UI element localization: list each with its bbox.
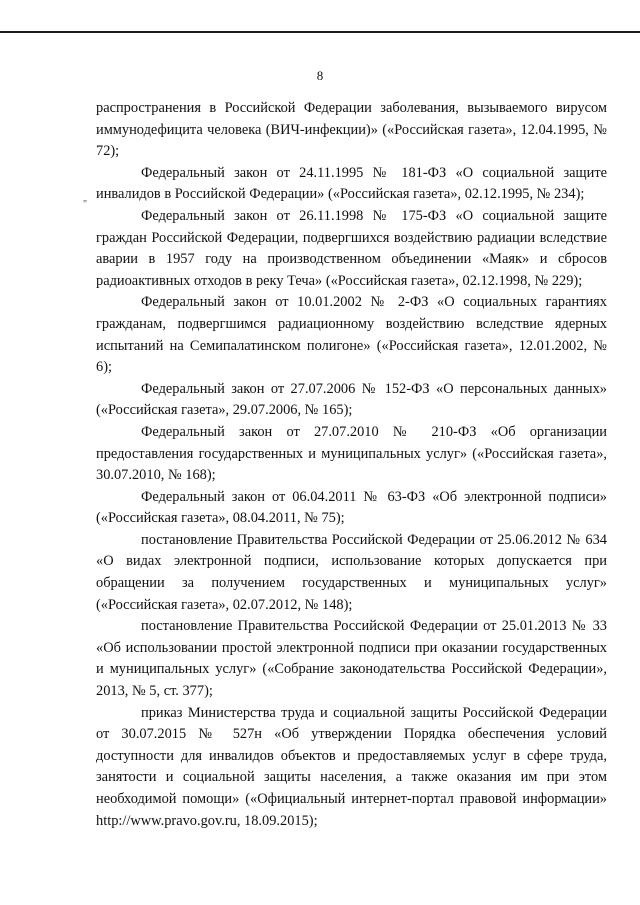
paragraph: приказ Министерства труда и социальной защиты Российской Федерации от 30.07.2015 № 527н «Об утверждении Порядка обеспечения условий доступности для инвалидов объектов и предоставляемых услуг в сфере труда, занятости и социальной защиты населения, а также оказания им при этом необходимой помощи» («Официальный интернет-портал правовой информации» http://www.pravo.gov.ru, 18.09.2015);	[96, 704, 607, 829]
document-body	[96, 98, 607, 832]
paragraph: Федеральный закон от 10.01.2002 № 2-ФЗ «О социальных гарантиях гражданам, подвергшимся радиационному воздействию вследствие ядерных испытаний на Семипалатинском полигоне» («Российская газета», 12.01.2002, № 6);	[96, 294, 607, 376]
paragraph: постановление Правительства Российской Федерации от 25.01.2013 № 33 «Об использовании простой электронной подписи при оказании государственных и муниципальных услуг» («Собрание законодательства Российской Федерации», 2013, № 5, ст. 377);	[96, 618, 607, 700]
paragraph: постановление Правительства Российской Федерации от 25.06.2012 № 634 «О видах электронной подписи, использование которых допускается при обращении за получением государственных и муниципальных услуг» («Российская газета», 02.07.2012, № 148);	[96, 531, 607, 613]
top-border-line	[0, 31, 640, 33]
page-number: 8	[316, 68, 324, 83]
paragraph: распространения в Российской Федерации заболевания, вызываемого вирусом иммунодефицита человека (ВИЧ-инфекции)» («Российская газета», 12.04.1995, № 72);	[96, 100, 607, 160]
paragraph: Федеральный закон от 27.07.2010 № 210-ФЗ «Об организации предоставления государственных и муниципальных услуг» («Российская газета», 30.07.2010, № 168);	[96, 423, 607, 484]
paragraph: Федеральный закон от 27.07.2006 № 152-ФЗ «О персональных данных» («Российская газета», 29.07.2006, № 165);	[96, 380, 607, 419]
margin-mark: "	[83, 199, 88, 210]
paragraph: Федеральный закон от 24.11.1995 № 181-ФЗ «О социальной защите инвалидов в Российской Федерации» («Российская газета», 02.12.1995, № 234);	[96, 164, 607, 203]
paragraph: Федеральный закон от 26.11.1998 № 175-ФЗ «О социальной защите граждан Российской Федерации, подвергшихся воздействию радиации вследствие аварии в 1957 году на производственном объединении «Маяк» и сбросов радиоактивных отходов в реку Теча» («Российская газета», 02.12.1998, № 229);	[96, 207, 607, 289]
paragraph: Федеральный закон от 06.04.2011 № 63-ФЗ «Об электронной подписи» («Российская газета», 08.04.2011, № 75);	[96, 488, 607, 527]
